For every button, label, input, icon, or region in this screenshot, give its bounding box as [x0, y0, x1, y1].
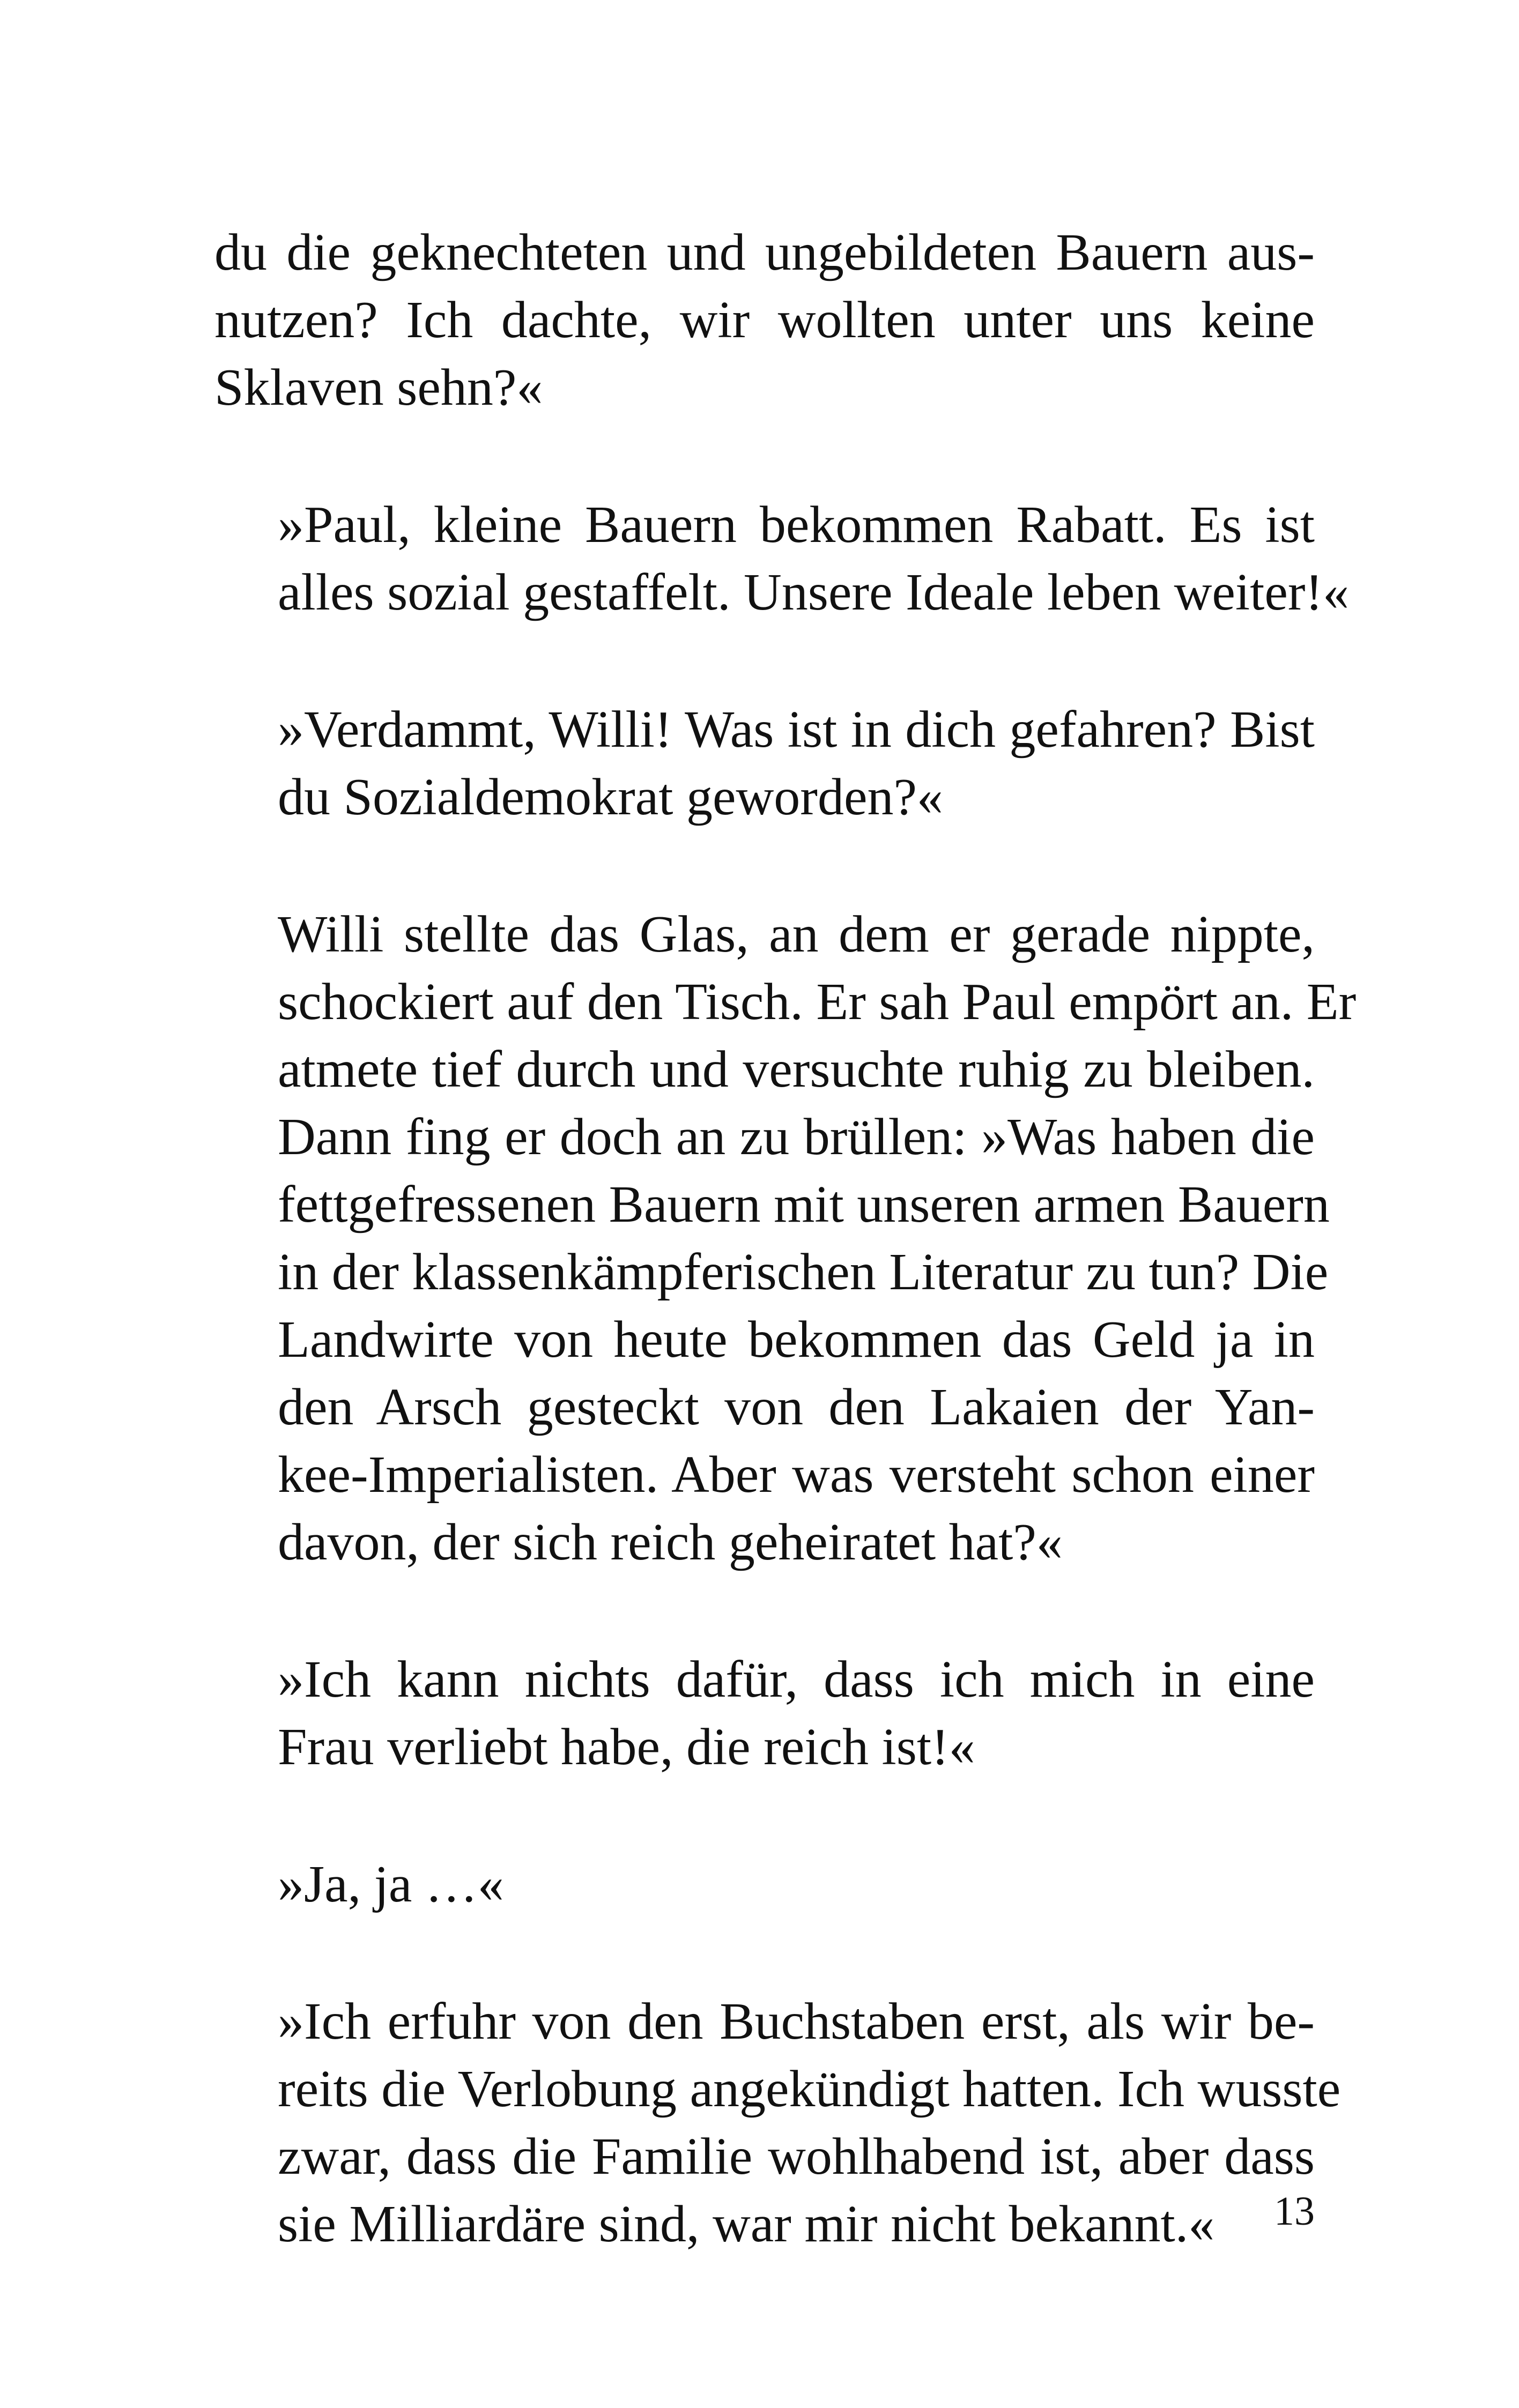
- text-line: fettgefressenen Bauern mit unseren armen Bauern: [278, 1176, 1330, 1233]
- text-line: du die geknechteten und ungebildeten Bauern aus-: [214, 224, 1315, 281]
- text-line: schockiert auf den Tisch. Er sah Paul empört an. Er: [278, 973, 1357, 1031]
- text-line: Dann fing er doch an zu brüllen: »Was haben die: [278, 1108, 1315, 1166]
- text-line: »Paul, kleine Bauern bekommen Rabatt. Es ist: [278, 496, 1315, 554]
- text-line: du Sozialdemokrat geworden?«: [278, 768, 943, 826]
- text-line: kee-Imperialisten. Aber was versteht schon einer: [278, 1446, 1315, 1504]
- paragraph-7: [214, 1988, 1341, 2258]
- text-line: »Ich kann nichts dafür, dass ich mich in eine: [278, 1651, 1315, 1708]
- text-line: reits die Verlobung angekündigt hatten. Ich wusste: [278, 2060, 1341, 2118]
- text-line: Landwirte von heute bekommen das Geld ja in: [278, 1311, 1315, 1369]
- text-line: Willi stellte das Glas, an dem er gerade nippte,: [278, 905, 1315, 963]
- text-line: den Arsch gesteckt von den Lakaien der Yan-: [278, 1378, 1315, 1436]
- text-line: atmete tief durch und versuchte ruhig zu bleiben.: [278, 1041, 1315, 1098]
- text-line: in der klassenkämpferischen Literatur zu tun? Die: [278, 1243, 1329, 1301]
- text-line: sie Milliardäre sind, war mir nicht bekannt.«: [278, 2195, 1215, 2253]
- paragraph-4: [214, 901, 1357, 1576]
- paragraph-5: [214, 1646, 1315, 1781]
- text-line: davon, der sich reich geheiratet hat?«: [278, 1513, 1063, 1571]
- text-line: zwar, dass die Familie wohlhabend ist, aber dass: [278, 2128, 1315, 2186]
- text-line: Frau verliebt habe, die reich ist!«: [278, 1718, 975, 1776]
- text-line: alles sozial gestaffelt. Unsere Ideale leben weiter!«: [278, 563, 1350, 621]
- page-number: 13: [1274, 2189, 1315, 2234]
- body-text: [214, 219, 1357, 2328]
- paragraph-3: [214, 696, 1315, 831]
- text-line: Sklaven sehn?«: [214, 359, 543, 417]
- paragraph-6: [214, 1850, 1315, 1918]
- text-line: »Ja, ja …«: [278, 1855, 504, 1913]
- text-line: »Ich erfuhr von den Buchstaben erst, als wir be-: [278, 1993, 1315, 2050]
- paragraph-1: [214, 219, 1315, 421]
- text-line: nutzen? Ich dachte, wir wollten unter uns keine: [214, 291, 1315, 349]
- paragraph-2: [214, 491, 1350, 626]
- text-line: »Verdammt, Willi! Was ist in dich gefahren? Bist: [278, 701, 1315, 759]
